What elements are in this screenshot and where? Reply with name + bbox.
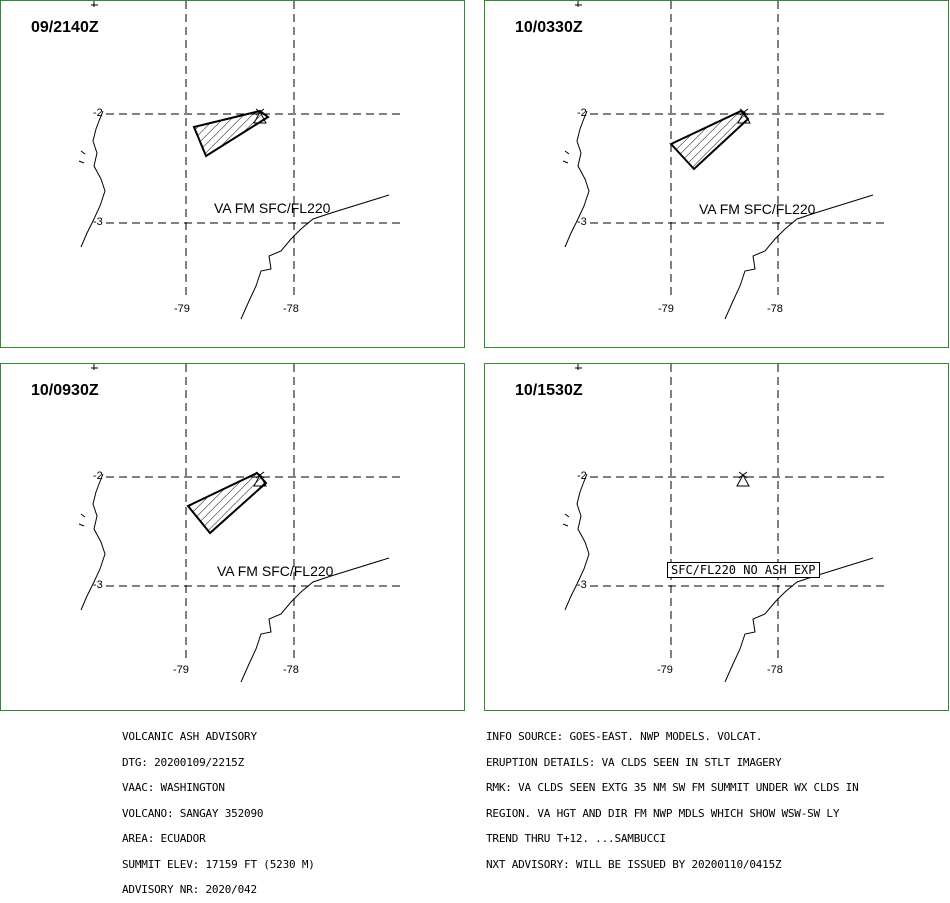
lon-label: -79	[658, 303, 674, 315]
advisory-details-block	[486, 716, 859, 878]
no-ash-label: SFC/FL220 NO ASH EXP	[667, 562, 820, 578]
ash-label: VA FM SFC/FL220	[699, 201, 816, 217]
advisory-line: DTG: 20200109/2215Z	[122, 755, 245, 769]
panel-time: 10/1530Z	[515, 382, 583, 399]
lon-label: -78	[283, 664, 299, 676]
ash-label: VA FM SFC/FL220	[217, 563, 334, 579]
lat-label: -2	[577, 107, 587, 119]
ash-cloud-polygon	[188, 473, 266, 533]
advisory-line: ERUPTION DETAILS: VA CLDS SEEN IN STLT IMAGERY	[486, 755, 782, 769]
map-canvas	[485, 1, 949, 348]
map-panel-4	[484, 363, 949, 711]
panel-time: 10/0330Z	[515, 19, 583, 36]
lat-label: -3	[93, 579, 103, 591]
advisory-line: VOLCANIC ASH ADVISORY	[122, 730, 257, 743]
panel-time: 09/2140Z	[31, 19, 99, 36]
lon-label: -79	[173, 664, 189, 676]
lat-label: -3	[577, 579, 587, 591]
advisory-line: RMK: VA CLDS SEEN EXTG 35 NM SW FM SUMMIT UNDER WX CLDS IN	[486, 781, 859, 794]
map-canvas	[1, 1, 465, 348]
lat-label: -2	[93, 470, 103, 482]
lon-label: -78	[283, 303, 299, 315]
lon-label: -79	[174, 303, 190, 315]
advisory-line: AREA: ECUADOR	[122, 832, 206, 845]
lat-label: -2	[93, 107, 103, 119]
advisory-line: VAAC: WASHINGTON	[122, 781, 225, 794]
advisory-line: REGION. VA HGT AND DIR FM NWP MDLS WHICH SHOW WSW-SW LY	[486, 806, 840, 820]
advisory-header-block	[122, 716, 315, 903]
advisory-line: INFO SOURCE: GOES-EAST. NWP MODELS. VOLCAT.	[486, 730, 763, 743]
advisory-line: VOLCANO: SANGAY 352090	[122, 806, 264, 820]
map-panel-3	[0, 363, 465, 711]
map-panel-2	[484, 0, 949, 348]
advisory-line: NXT ADVISORY: WILL BE ISSUED BY 20200110/0415Z	[486, 857, 782, 871]
lat-label: -3	[93, 216, 103, 228]
lat-label: -2	[577, 470, 587, 482]
map-canvas	[485, 364, 949, 711]
map-panel-1	[0, 0, 465, 348]
lon-label: -79	[657, 664, 673, 676]
panel-time: 10/0930Z	[31, 382, 99, 399]
advisory-line: ADVISORY NR: 2020/042	[122, 883, 257, 896]
lat-label: -3	[577, 216, 587, 228]
ash-label: VA FM SFC/FL220	[214, 200, 331, 216]
volcano-icon	[737, 472, 749, 486]
advisory-line: SUMMIT ELEV: 17159 FT (5230 M)	[122, 857, 315, 871]
advisory-line: TREND THRU T+12. ...SAMBUCCI	[486, 832, 666, 845]
map-canvas	[1, 364, 465, 711]
lon-label: -78	[767, 664, 783, 676]
lon-label: -78	[767, 303, 783, 315]
ash-cloud-polygon	[671, 111, 748, 169]
